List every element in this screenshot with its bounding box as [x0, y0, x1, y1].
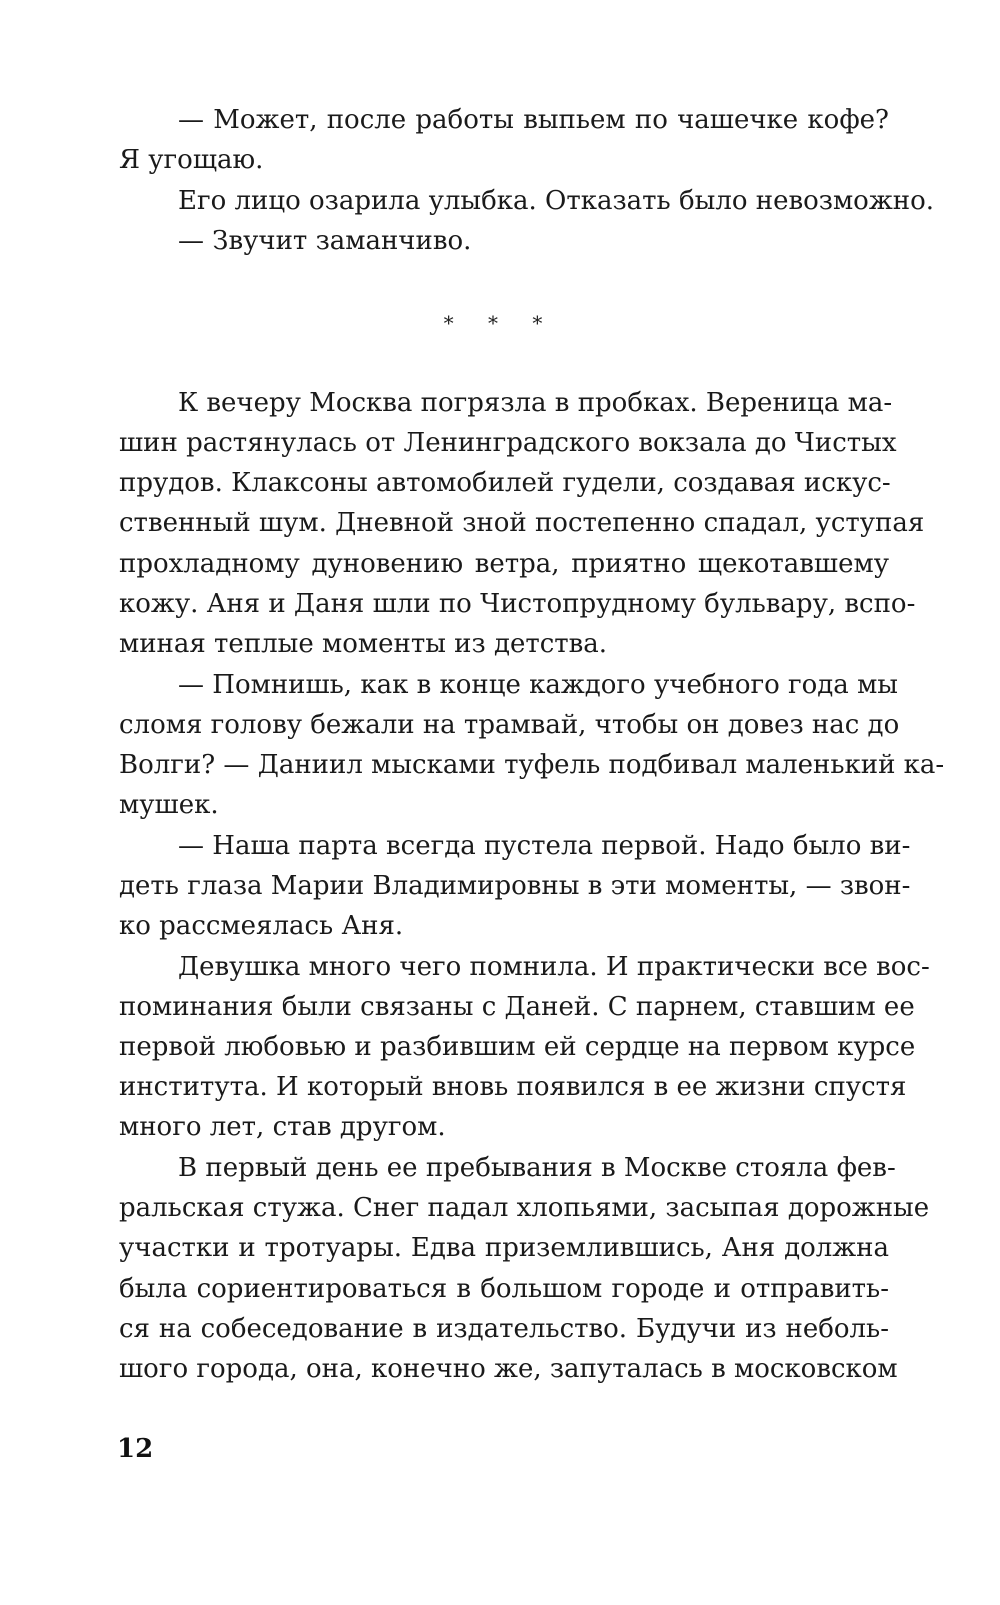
- text-line: Девушка много чего помнила. И практически все вос-: [178, 952, 930, 982]
- text-line: — Помнишь, как в конце каждого учебного года мы: [178, 670, 898, 700]
- text-line: деть глаза Марии Владимировны в эти моменты, — звон-: [119, 871, 911, 901]
- text-line: сломя голову бежали на трамвай, чтобы он довез нас до: [119, 710, 900, 740]
- text-line: шого города, она, конечно же, запуталась в московском: [119, 1354, 898, 1384]
- text-line: первой любовью и разбившим ей сердце на первом курсе: [119, 1032, 916, 1062]
- text-line: много лет, став другом.: [119, 1112, 446, 1142]
- text-line: прохладному дуновению ветра, приятно щекотавшему: [119, 549, 889, 579]
- text-line: Волги? — Даниил мысками туфель подбивал маленький ка-: [119, 750, 945, 780]
- text-line: Его лицо озарила улыбка. Отказать было невозможно.: [178, 186, 934, 216]
- text-line: — Может, после работы выпьем по чашечке кофе?: [178, 105, 889, 135]
- text-line: ральская стужа. Снег падал хлопьями, засыпая дорожные: [119, 1193, 930, 1223]
- text-line: миная теплые моменты из детства.: [119, 629, 608, 659]
- text-line: кожу. Аня и Даня шли по Чистопрудному бульвару, вспо-: [119, 589, 916, 619]
- text-line: поминания были связаны с Даней. С парнем, ставшим ее: [119, 992, 915, 1022]
- text-line: шин растянулась от Ленинградского вокзала до Чистых: [119, 428, 897, 458]
- text-line: института. И который вновь появился в ее жизни спустя: [119, 1072, 907, 1102]
- text-line: прудов. Клаксоны автомобилей гудели, создавая искус-: [119, 468, 891, 498]
- text-line: В первый день ее пребывания в Москве стояла фев-: [178, 1153, 896, 1183]
- text-line: ственный шум. Дневной зной постепенно спадал, уступая: [119, 508, 925, 538]
- section-break: * * *: [443, 311, 557, 335]
- text-line: К вечеру Москва погрязла в пробках. Вереница ма-: [178, 388, 893, 418]
- text-line: была сориентироваться в большом городе и отправить-: [119, 1274, 889, 1304]
- text-line: мушек.: [119, 790, 219, 820]
- text-line: ся на собеседование в издательство. Будучи из неболь-: [119, 1314, 889, 1344]
- text-line: участки и тротуары. Едва приземлившись, Аня должна: [119, 1233, 889, 1263]
- text-line: — Звучит заманчиво.: [178, 226, 472, 256]
- text-line: — Наша парта всегда пустела первой. Надо было ви-: [178, 831, 911, 861]
- text-line: Я угощаю.: [119, 145, 264, 175]
- text-line: ко рассмеялась Аня.: [119, 911, 404, 941]
- page-number: 12: [117, 1434, 154, 1464]
